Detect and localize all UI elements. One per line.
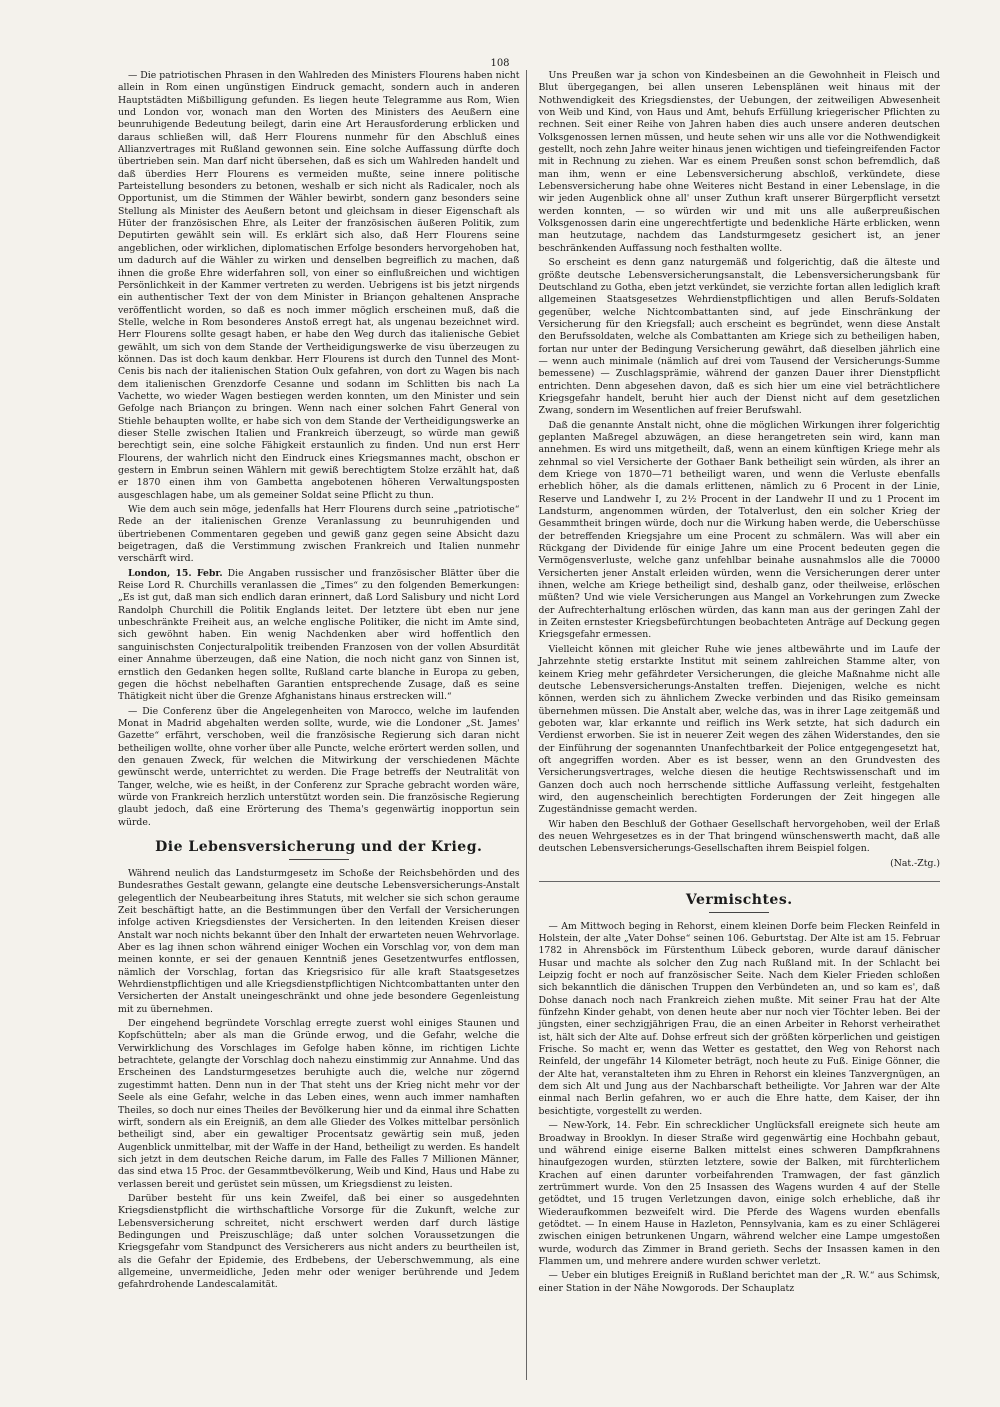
left-column — [118, 70, 527, 1380]
article-cont-paragraph-4: Vielleicht können mit gleicher Ruhe wie jenes altbewährte und im Laufe der Jahrzehnte stetig erstarkte Institut mit seinem zahlreichen Stamme alter, von keinem Krieg mehr gefährdeter Versicherungen, die gleiche Maßnahme nicht alle deutsche Lebensversicherungs-Anstalten treffen. Diejenigen, welche es nicht können, werden sich zu ähnlichem Zwecke verbinden und das Risiko gemeinsam übernehmen müssen. Die Anstalt aber, welche das, was in ihrer Lage zeitgemäß und geboten war, klar erkannte und reiflich ins Werk setzte, hat sich dadurch ein Verdienst erworben. Sie ist in neuerer Zeit wegen des zähen Widerstandes, den sie der Einführung der sogenannten Unanfechtbarkeit der Police entgegengesetzt hat, oft angegriffen worden. Aber es ist besser, wenn an den Grundvesten des Versicherungsvertrages, welche diesen die heutige Rechtswissenschaft und im Ganzen doch auch noch herrschende sittliche Auffassung verleiht, festgehalten wird, den augenscheinlich berechtigten Forderungen der Zeit hingegen alle Zugeständnisse gemacht werden. — [538, 643, 940, 816]
article-cont-paragraph-5: Wir haben den Beschluß der Gothaer Gesellschaft hervorgehoben, weil der Erlaß des neuen Wehrgesetzes es in der That bringend wünschenswerth macht, daß alle deutschen Lebensversicherungs-Gesellschaften ihrem Beispiel folgen. — [538, 818, 940, 855]
article-paragraph-1: Während neulich das Landsturmgesetz im Schoße der Reichsbehörden und des Bundesrathes Gestalt gewann, gelangte eine deutsche Lebensversicherungs-Anstalt gelegentlich der Neubearbeitung ihres Statuts, mit welcher sie sich schon geraume Zeit beschäftigt hatte, an die Bestimmungen über den Verfall der Versicherungen infolge activen Kriegsdienstes der Versicherten. In den leitenden Kreisen dieser Anstalt war noch nichts bekannt über den Inhalt der erwarteten neuen Wehrvorlage. Aber es lag ihnen schon während einiger Wochen ein Vorschlag vor, von dem man meinen konnte, er sei der genauen Kenntniß jenes Gesetzentwurfes entflossen, nämlich der Vorschlag, fortan das Kriegsrisico für alle kraft Staatsgesetzes Wehrdienstpflichtigen und alle Kriegsdienstpflichtigen Nichtcombattanten unter den Versicherten der Anstalt uneingeschränkt und ohne jede besondere Gegenleistung mit zu übernehmen. — [118, 867, 520, 1015]
misc-heading-rule — [709, 912, 769, 913]
article-paragraph-3: Darüber besteht für uns kein Zweifel, daß bei einer so ausgedehnten Kriegsdienstpflicht die wirthschaftliche Vorsorge für die Zukunft, welche zur Lebensversicherung schreitet, nicht erschwert werden darf durch lästige Bedingungen und Preiszuschläge; daß unter solchen Voraussetzungen die Kriegsgefahr vom Standpunct des Versicherers aus nicht anders zu beurtheilen ist, als die Gefahr der Epidemie, des Erdbebens, der Ueberschwemmung, als eine allgemeine, unvermeidliche, Jeden mehr oder weniger berührende und Jedem gefahrdrohende Landescalamität. — [118, 1192, 520, 1291]
misc-item-1: — Am Mittwoch beging in Rehorst, einem kleinen Dorfe beim Flecken Reinfeld in Holstein, der alte „Vater Dohse“ seinen 106. Geburtstag. Der Alte ist am 15. Februar 1782 in Ahrensböck im Fürstenthum Lübeck geboren, wurde darauf dänischer Husar und machte als solcher den Zug nach Rußland mit. In der Schlacht bei Leipzig focht er noch auf französischer Seite. Nach dem Kieler Frieden schloßen sich bekanntlich die dänischen Truppen den Verbündeten an, und so kam es', daß Dohse danach noch nach Frankreich ziehen mußte. Mit seiner Frau hat der Alte fünfzehn Kinder gehabt, von denen heute aber nur noch vier Töchter leben. Bei der jüngsten, einer sechzigjährigen Frau, die an einen Arbeiter in Rehorst verheirathet ist, hält sich der Alte auf. Dohse erfreut sich der größten körperlichen und geistigen Frische. So macht er, wenn das Wetter es gestattet, den Weg von Rehorst nach Reinfeld, der ungefähr 14 Kilometer beträgt, noch heute zu Fuß. Einige Gönner, die der Alte hat, veranstalteten ihm zu Ehren in Rehorst ein kleines Tanzvergnügen, an dem sich Alt und Jung aus der Nachbarschaft betheiligte. Vor Jahren war der Alte einmal nach Berlin gefahren, wo er auch die Ehre hatte, dem Kaiser, der ihn besichtigte, vorgestellt zu werden. — [538, 920, 940, 1117]
marocco-paragraph: — Die Conferenz über die Angelegenheiten von Marocco, welche im laufenden Monat in Madrid abgehalten werden sollte, wurde, wie die Londoner „St. James' Gazette“ erfährt, verschoben, weil die französische Regierung sich daran nicht betheiligen wollte, ohne vorher über alle Puncte, welche erörtert werden sollen, und den genauen Zweck, für welchen die Mitwirkung der verschiedenen Mächte gewünscht werde, unterrichtet zu werden. Die Frage betreffs der Neutralität von Tanger, welche, wie es heißt, in der Conferenz zur Sprache gebracht worden wäre, würde von Frankreich herzlich unterstützt worden sein. Die französische Regierung glaubt jedoch, daß eine Erörterung des Thema's gegenwärtig inopportun sein würde. — [118, 705, 520, 828]
london-text: Die Angaben russischer und französischer Blätter über die Reise Lord R. Churchills veranlassen die „Times“ zu den folgenden Bemerkungen: „Es ist gut, daß man sich endlich daran erinnert, daß Lord Salisbury und nicht Lord Randolph Churchill die Politik Englands leitet. Der letztere übt eben nur jene unbeschränkte Freiheit aus, an welche englische Politiker, die nicht im Amte sind, sich gewöhnt haben. Ein wenig Nachdenken aber wird hoffentlich den sanguinischsten Conjecturalpolitik treibenden Franzosen von der vollen Absurdität einer Annahme überzeugen, daß eine Nation, die noch nicht ganz von Sinnen ist, ernstlich den Gedanken hegen sollte, Rußland carte blanche in Europa zu geben, gegen die höchst nebelhaften Garantien entsprechende Zusage, daß es seine Thätigkeit nicht über die Grenze Afghanistans hinaus erstrecken will.“ — [118, 567, 520, 703]
source-signature: (Nat.-Ztg.) — [890, 857, 940, 869]
article-heading-text: Die Lebensversicherung und der Krieg. — [155, 838, 483, 855]
misc-item-3: — Ueber ein blutiges Ereigniß in Rußland berichtet man der „R. W.“ aus Schimsk, einer Station in der Nähe Nowgorods. Der Schauplatz — [538, 1270, 940, 1294]
heading-rule — [289, 859, 349, 860]
misc-heading — [539, 892, 941, 913]
article-paragraph-2: Der eingehend begründete Vorschlag erregte zuerst wohl einiges Staunen und Kopfschütteln; aber als man die Gründe erwog, und die Gefahr, welche die Verwirklichung des Vorschlages im Gefolge haben könne, im richtigen Lichte betrachtete, gelangte der Vorschlag doch nahezu einstimmig zur Annahme. Und das Erscheinen des Landsturmgesetzes beruhigte auch die, welche nur zögernd zugestimmt hatten. Denn nun in der That steht uns der Krieg nicht mehr vor der Seele als eine Gefahr, welche in das Leben eines, wenn auch immer namhaften Theiles, so doch nur eines Theiles der Bevölkerung hier und da einmal ihre Schatten wirft, sondern als ein Ereigniß, an dem alle Glieder des Volkes mittelbar persönlich betheiligt sind, aber ein gewaltiger Procentsatz gewärtig sein muß, jeden Augenblick unmittelbar, mit der Waffe in der Hand, betheiligt zu werden. Es handelt sich jetzt in dem deutschen Reiche darum, im Falle des Falles 7 Millionen Männer, das sind etwa 15 Proc. der Gesammtbevölkerung, Weib und Kind, Haus und Habe zu verlassen bereit und gerüstet sein müssen, um Kriegsdienst zu leisten. — [118, 1018, 520, 1190]
page-number: 108 — [490, 58, 510, 69]
right-column — [537, 70, 941, 1380]
flourens-paragraph-2: Wie dem auch sein möge, jedenfalls hat Herr Flourens durch seine „patriotische“ Rede an der italienischen Grenze Veranlassung zu beunruhigenden und übertriebenen Commentaren gegeben und gewiß ganz gegen seine Absicht dazu beigetragen, daß die Verstimmung zwischen Frankreich und Italien nunmehr verschärft wird. — [118, 504, 520, 565]
columns — [118, 70, 940, 1380]
article-heading — [118, 839, 520, 860]
misc-heading-text: Vermischtes. — [685, 891, 793, 908]
section-divider — [539, 881, 941, 882]
article-cont-paragraph-3: Daß die genannte Anstalt nicht, ohne die möglichen Wirkungen ihrer folgerichtig geplanten Maßregel abzuwägen, an diese herangetreten sein wird, kann man annehmen. Es wird uns mitgetheilt, daß, wenn an einem künftigen Kriege mehr als zehnmal so viel Versicherte der Gothaer Bank betheiligt sein würden, als ihrer an dem Kriege von 1870—71 betheiligt waren, und wenn die Verluste ebenfalls erheblich höher, als die damals erlittenen, nämlich zu 6 Procent in der Linie, Reserve und Landwehr I, zu 2½ Procent in der Landwehr II und zu 1 Procent im Landsturm, angenommen würden, der Totalverlust, den ein solcher Krieg der Gesammtheit bringen würde, doch nur die Wirkung haben werde, die Ueberschüsse der betreffenden Kriegsjahre um eine Procent zu schmälern. Was will aber ein Rückgang der Dividende für einige Jahre um eine Procent bedeuten gegen die Vermögensverluste, welche ganz unfehlbar beinahe ausnahmslos alle die 70000 Versicherten jener Anstalt erleiden würden, wenn die Versicherungen derer unter ihnen, welche am Kriege betheiligt sind, deshalb ganz, oder theilweise, erlöschen müßten? Und wie viele Versicherungen aus Mangel an Vorkehrungen zum Zwecke der Aufrechterhaltung erlöschen würden, das kann man aus der geringen Zahl der in Zeiten ernstester Kriegsbefürchtungen beobachteten Anträge auf Deckung gegen Kriegsgefahr ermessen. — [538, 419, 940, 641]
london-dateline: London, 15. Febr. — [128, 567, 223, 579]
article-cont-paragraph-1: Uns Preußen war ja schon von Kindesbeinen an die Gewohnheit in Fleisch und Blut übergegangen, bei allen unseren Lebensplänen weit hinaus mit der Nothwendigkeit des Kriegsdienstes, der Uebungen, der zeitweiligen Abwesenheit von Weib und Kind, von Haus und Amt, behufs Erfüllung kriegerischer Pflichten zu rechnen. Seit einer Reihe von Jahren haben dies auch unsere anderen deutschen Volksgenossen lernen müssen, und heute sehen wir uns alle vor die Nothwendigkeit gestellt, noch zehn Jahre weiter hinaus jenen wichtigen und tiefeingreifenden Factor mit in Rechnung zu ziehen. War es einem Preußen sonst schon befremdlich, daß man ihm, wenn er eine Lebensversicherung abschloß, verkündete, diese Lebensversicherung habe ohne Weiteres nicht Bestand in einer Lebenslage, in die wir jeden Augenblick ohne all' unser Zuthun kraft unserer Bürgerpflicht versetzt werden konnten, — so würden wir und mit uns alle außerpreußischen Volksgenossen darin eine ungerechtfertigte und bedenkliche Härte erblicken, wenn man heutzutage, nachdem das Landsturmgesetz gesichert ist, an jener beschränkenden Auffassung noch festhalten wollte. — [538, 70, 940, 254]
flourens-paragraph: — Die patriotischen Phrasen in den Wahlreden des Ministers Flourens haben nicht allein in Rom einen ungünstigen Eindruck gemacht, sondern auch in anderen Hauptstädten Mißbilligung gefunden. Es liegen heute Telegramme aus Rom, Wien und London vor, wonach man den Worten des Ministers des Aeußern eine beunruhigende Bedeutung beilegt, darin eine Art Herausforderung erblicken und daraus schließen will, daß Herr Flourens nunmehr für den Abschluß eines Allianzvertrages mit Rußland gewonnen sein. Eine solche Auffassung dürfte doch übertrieben sein. Man darf nicht übersehen, daß es sich um Wahlreden handelt und daß überdies Herr Flourens es vermeiden mußte, seine innere politische Parteistellung besonders zu betonen, weshalb er sich nicht als Radicaler, noch als Opportunist, um die Stimmen der Wähler bewirbt, sondern ganz besonders seine Stellung als Minister des Aeußern betont und gleichsam in dieser Eigenschaft als Hüter der französischen Ehre, als Leiter der französischen äußeren Politik, zum Deputirten gewählt sein will. Es erklärt sich also, daß Herr Flourens seine angeblichen, oder wirklichen, diplomatischen Erfolge besonders hervorgehoben hat, um dadurch auf die Wähler zu wirken und denselben begreiflich zu machen, daß ihnen die große Ehre widerfahren soll, von einer so einflußreichen und wichtigen Persönlichkeit in der Kammer vertreten zu werden. Uebrigens ist bis jetzt nirgends ein authentischer Text der von dem Minister in Briançon gehaltenen Ansprache veröffentlicht worden, so daß es noch immer möglich erscheinen muß, daß die Stelle, welche in Rom besonderes Anstoß erregt hat, als ungenau bezeichnet wird. Herr Flourens sollte gesagt haben, er habe den Weg durch das italienische Gebiet gewählt, um sich von dem Stande der Vertheidigungswerke de visu überzeugen zu können. Das ist doch kaum denkbar. Herr Flourens ist durch den Tunnel des Mont-Cenis bis nach der italienischen Station Oulx gefahren, von dort zu Wagen bis nach dem italienischen Grenzdorfe Cesanne und sodann im Schlitten bis nach La Vachette, wo wieder Wagen bestiegen werden konnten, um den Minister und sein Gefolge nach Briançon zu bringen. Wenn nach einer solchen Fahrt General von Stiehle behaupten wollte, er habe sich von dem Stande der Vertheidigungswerke an dieser Stelle zwischen Italien und Frankreich überzeugt, so würde man gewiß berechtigt sein, eine solche Fähigkeit erstaunlich zu finden. Und nun erst Herr Flourens, der wahrlich nicht den Eindruck eines Kriegsmannes macht, obschon er gestern in Embrun seinen Wählern mit gewiß berechtigtem Stolze erzählt hat, daß er 1870 einen ihm von Gambetta angebotenen höheren Verwaltungsposten ausgeschlagen habe, um als gemeiner Soldat seine Pflicht zu thun. — [118, 70, 520, 501]
article-cont-paragraph-2: So erscheint es denn ganz naturgemäß und folgerichtig, daß die älteste und größte deutsche Lebensversicherungsanstalt, die Lebensversicherungsbank für Deutschland zu Gotha, eben jetzt verkündet, sie verzichte fortan allen lediglich kraft allgemeinen Staatsgesetzes Wehrdienstpflichtigen und allen Berufs-Soldaten gegenüber, welche Nichtcombattanten sind, auf jede Einschränkung der Versicherung für den Kriegsfall; auch erscheint es begründet, wenn diese Anstalt den Berufssoldaten, welche als Combattanten am Kriege sich zu betheiligen haben, fortan nur unter der Bedingung Versicherung gewährt, daß dieselben jährlich eine — wenn auch minimale (nämlich auf drei vom Tausend der Versicherungs-Summe bemessene) — Zuschlagsprämie, während der ganzen Dauer ihrer Dienstpflicht entrichten. Denn abgesehen davon, daß es sich hier um eine viel beträchtlichere Kriegsgefahr handelt, beruht hier auch der Dienst nicht auf dem gesetzlichen Zwang, sondern im Wesentlichen auf freier Berufswahl. — [538, 257, 940, 417]
misc-item-2: — New-York, 14. Febr. Ein schrecklicher Unglücksfall ereignete sich heute am Broadway in Brooklyn. In dieser Straße wird gegenwärtig eine Hochbahn gebaut, und während einige eiserne Balken mittelst eines schweren Dampfkrahnens hinaufgezogen wurden, stürzten letztere, sowie der Balken, mit fürchterlichem Krachen auf einen darunter vorbeifahrenden Tramwagen, der fast gänzlich zertrümmert wurde. Von den 25 Insassen des Wagens wurden 4 auf der Stelle getödtet, und 15 trugen Verletzungen davon, einige solch erhebliche, daß ihr Wiederaufkommen bezweifelt wird. Die Pferde des Wagens wurden ebenfalls getödtet. — In einem Hause in Hazleton, Pennsylvania, kam es zu einer Schlägerei zwischen einigen betrunkenen Ungarn, während welcher eine Lampe umgestoßen wurde, wodurch das Zimmer in Brand gerieth. Sechs der Insassen kamen in den Flammen um, und mehrere andere wurden schwer verletzt. — [538, 1120, 940, 1267]
london-paragraph — [118, 568, 520, 704]
